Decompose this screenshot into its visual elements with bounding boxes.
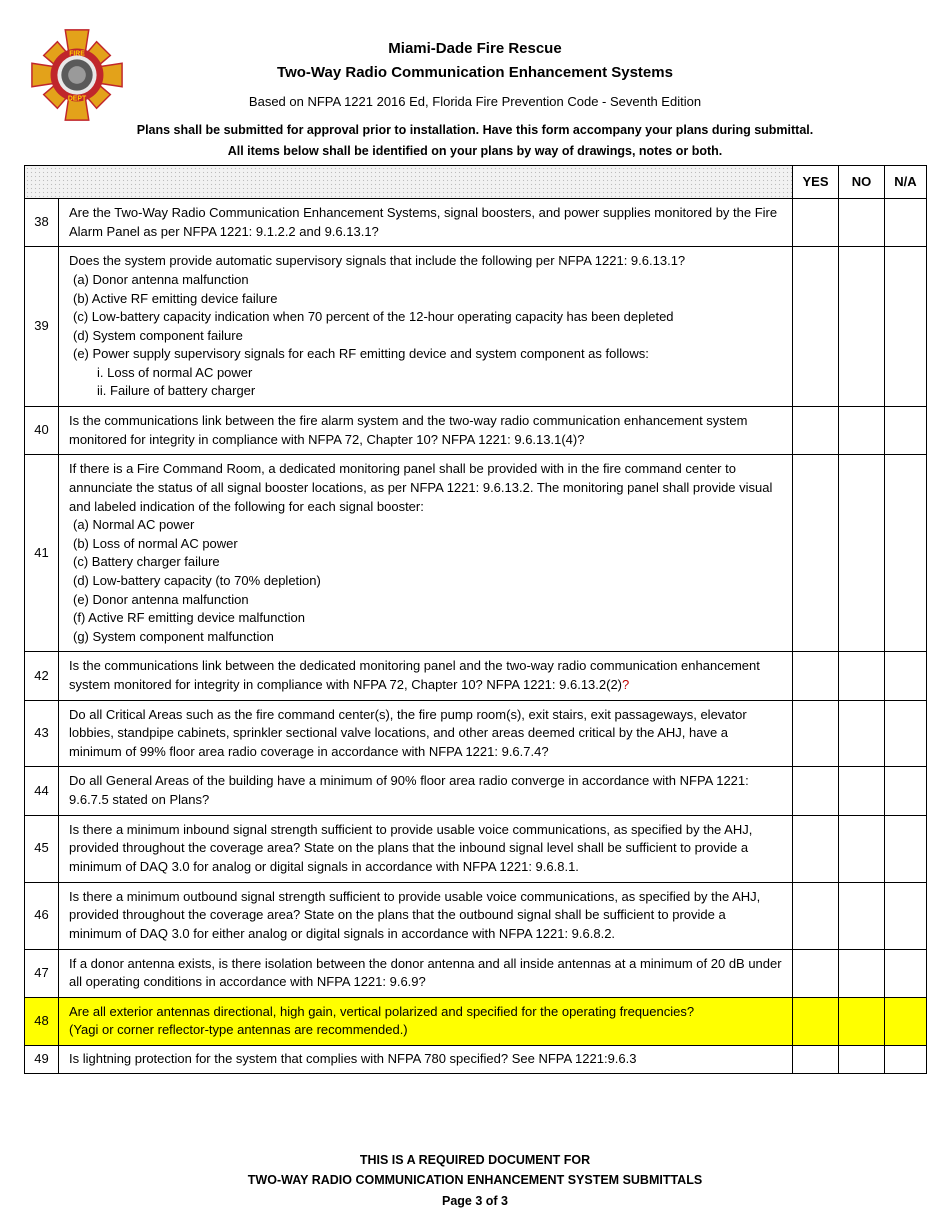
list-item: (d) System component failure — [73, 327, 243, 343]
table-row — [25, 882, 927, 949]
row-question: Is lightning protection for the system that complies with NFPA 780 specified? See NFPA 1221:9.6.3 — [59, 1045, 793, 1073]
yes-checkbox-cell[interactable] — [793, 407, 839, 455]
row-question: Do all Critical Areas such as the fire command center(s), the fire pump room(s), exit stairs, exit passageways, elevator lobbies, standpipe cabinets, sprinkler sectional valve locations, and other areas deemed critical by the AHJ, have a minimum of 99% floor area radio coverage in accordance with NFPA 1221: 9.6.7.4? — [59, 700, 793, 767]
table-row — [25, 247, 927, 407]
list-item: (a) Normal AC power — [73, 517, 195, 533]
submittal-note: Plans shall be submitted for approval prior to installation. Have this form accompany your plans during submittal. — [136, 123, 814, 137]
checklist-table — [24, 165, 927, 1074]
no-checkbox-cell[interactable] — [839, 247, 885, 407]
no-checkbox-cell[interactable] — [839, 407, 885, 455]
na-checkbox-cell[interactable] — [885, 1045, 927, 1073]
row-question — [59, 455, 793, 652]
na-checkbox-cell[interactable] — [885, 407, 927, 455]
row-number: 42 — [25, 652, 59, 700]
question-mark: ? — [622, 676, 630, 692]
row-number: 43 — [25, 700, 59, 767]
yes-column-header: YES — [793, 166, 839, 199]
na-column-header: N/A — [885, 166, 927, 199]
yes-checkbox-cell[interactable] — [793, 815, 839, 882]
question-text: Is the communications link between the dedicated monitoring panel and the two-way radio communication enhancement system monitored for integrity in compliance with NFPA 72, Chapter 10? NFPA 1221: 9.6.13.2(2) — [69, 658, 760, 692]
question-text: Does the system provide automatic supervisory signals that include the following per NFPA 1221: 9.6.13.1? — [69, 253, 686, 269]
na-checkbox-cell[interactable] — [885, 652, 927, 700]
list-item: (f) Active RF emitting device malfunction — [73, 610, 305, 626]
na-checkbox-cell[interactable] — [885, 700, 927, 767]
no-checkbox-cell[interactable] — [839, 455, 885, 652]
yes-checkbox-cell[interactable] — [793, 455, 839, 652]
na-checkbox-cell[interactable] — [885, 455, 927, 652]
table-row — [25, 407, 927, 455]
list-item: (b) Active RF emitting device failure — [73, 290, 278, 306]
table-row — [25, 199, 927, 247]
row-number: 46 — [25, 882, 59, 949]
page-number: Page 3 of 3 — [442, 1194, 508, 1208]
row-number: 48 — [25, 997, 59, 1045]
row-question: Is there a minimum outbound signal strength sufficient to provide usable voice communications, as specified by the AHJ, provided throughout the coverage area? State on the plans that the outbound signal shall be sufficient to provide a minimum of DAQ 3.0 for either analog or digital signals in accordance with NFPA 1221: 9.6.8.2. — [59, 882, 793, 949]
no-column-header: NO — [839, 166, 885, 199]
yes-checkbox-cell[interactable] — [793, 949, 839, 997]
list-item: (a) Donor antenna malfunction — [73, 271, 249, 287]
org-name: Miami-Dade Fire Rescue — [388, 40, 562, 57]
yes-checkbox-cell[interactable] — [793, 882, 839, 949]
list-item: (g) System component malfunction — [73, 628, 274, 644]
list-item: (c) Battery charger failure — [73, 554, 220, 570]
na-checkbox-cell[interactable] — [885, 815, 927, 882]
document-title: Two-Way Radio Communication Enhancement Systems — [277, 64, 673, 81]
no-checkbox-cell[interactable] — [839, 1045, 885, 1073]
no-checkbox-cell[interactable] — [839, 199, 885, 247]
yes-checkbox-cell[interactable] — [793, 1045, 839, 1073]
list-item: (b) Loss of normal AC power — [73, 535, 238, 551]
row-question: If a donor antenna exists, is there isolation between the donor antenna and all inside antennas at a minimum of 20 dB under all operating conditions in accordance with NFPA 1221: 9.6.9? — [59, 949, 793, 997]
no-checkbox-cell[interactable] — [839, 997, 885, 1045]
logo-top-text: FIRE — [69, 50, 85, 58]
no-checkbox-cell[interactable] — [839, 949, 885, 997]
na-checkbox-cell[interactable] — [885, 767, 927, 815]
yes-checkbox-cell[interactable] — [793, 247, 839, 407]
table-row — [25, 815, 927, 882]
na-checkbox-cell[interactable] — [885, 949, 927, 997]
no-checkbox-cell[interactable] — [839, 652, 885, 700]
row-number: 41 — [25, 455, 59, 652]
table-row — [25, 767, 927, 815]
list-item: (e) Power supply supervisory signals for each RF emitting device and system component as follows: — [73, 346, 649, 362]
list-item: (d) Low-battery capacity (to 70% depletion) — [73, 572, 321, 588]
sub-list-item: i. Loss of normal AC power — [97, 364, 253, 380]
no-checkbox-cell[interactable] — [839, 767, 885, 815]
row-number: 40 — [25, 407, 59, 455]
list-item: (e) Donor antenna malfunction — [73, 591, 249, 607]
row-question: Do all General Areas of the building have a minimum of 90% floor area radio converge in accordance with NFPA 1221: 9.6.7.5 stated on Plans? — [59, 767, 793, 815]
question-text: Are all exterior antennas directional, high gain, vertical polarized and specified for the operating frequencies? — [69, 1003, 695, 1019]
yes-checkbox-cell[interactable] — [793, 767, 839, 815]
table-header-row — [25, 166, 927, 199]
question-text: If there is a Fire Command Room, a dedicated monitoring panel shall be provided with in the fire command center to annunciate the status of all signal booster locations, as per NFPA 1221: 9.6.13.2. The monitoring panel shall provide visual and labeled indication of the following for each signal booster: — [69, 461, 773, 514]
logo-bottom-text: DEPT — [67, 95, 87, 103]
no-checkbox-cell[interactable] — [839, 815, 885, 882]
identification-note: All items below shall be identified on your plans by way of drawings, notes or both. — [227, 144, 723, 158]
footer-submittals-line: TWO-WAY RADIO COMMUNICATION ENHANCEMENT SYSTEM SUBMITTALS — [247, 1173, 703, 1187]
row-number: 45 — [25, 815, 59, 882]
row-question — [59, 247, 793, 407]
sub-list-item: ii. Failure of battery charger — [97, 383, 256, 399]
row-number: 39 — [25, 247, 59, 407]
header-blank-cell — [25, 166, 793, 199]
footer-required-line: THIS IS A REQUIRED DOCUMENT FOR — [359, 1153, 591, 1167]
yes-checkbox-cell[interactable] — [793, 700, 839, 767]
yes-checkbox-cell[interactable] — [793, 997, 839, 1045]
na-checkbox-cell[interactable] — [885, 247, 927, 407]
row-question: Is there a minimum inbound signal strength sufficient to provide usable voice communications, as specified by the AHJ, provided throughout the coverage area? State on the plans that the inbound signal level shall be sufficient to provide a minimum of DAQ 3.0 for analog or digital signals in accordance with NFPA 1221: 9.6.8.1. — [59, 815, 793, 882]
table-row — [25, 700, 927, 767]
table-row — [25, 455, 927, 652]
na-checkbox-cell[interactable] — [885, 882, 927, 949]
row-question — [59, 997, 793, 1045]
row-number: 38 — [25, 199, 59, 247]
list-item: (c) Low-battery capacity indication when 70 percent of the 12-hour operating capacity has been depleted — [73, 309, 674, 325]
row-question — [59, 652, 793, 700]
table-row — [25, 652, 927, 700]
na-checkbox-cell[interactable] — [885, 199, 927, 247]
no-checkbox-cell[interactable] — [839, 882, 885, 949]
yes-checkbox-cell[interactable] — [793, 199, 839, 247]
row-question: Are the Two-Way Radio Communication Enhancement Systems, signal boosters, and power supplies monitored by the Fire Alarm Panel as per NFPA 1221: 9.1.2.2 and 9.6.13.1? — [59, 199, 793, 247]
table-row — [25, 949, 927, 997]
na-checkbox-cell[interactable] — [885, 997, 927, 1045]
question-note: (Yagi or corner reflector-type antennas are recommended.) — [69, 1022, 408, 1038]
code-basis: Based on NFPA 1221 2016 Ed, Florida Fire Prevention Code - Seventh Edition — [248, 94, 702, 109]
row-number: 47 — [25, 949, 59, 997]
yes-checkbox-cell[interactable] — [793, 652, 839, 700]
row-number: 49 — [25, 1045, 59, 1073]
table-row — [25, 1045, 927, 1073]
row-question: Is the communications link between the fire alarm system and the two-way radio communication enhancement system monitored for integrity in compliance with NFPA 72, Chapter 10? NFPA 1221: 9.6.13.1(4)? — [59, 407, 793, 455]
no-checkbox-cell[interactable] — [839, 700, 885, 767]
table-row-highlighted — [25, 997, 927, 1045]
row-number: 44 — [25, 767, 59, 815]
